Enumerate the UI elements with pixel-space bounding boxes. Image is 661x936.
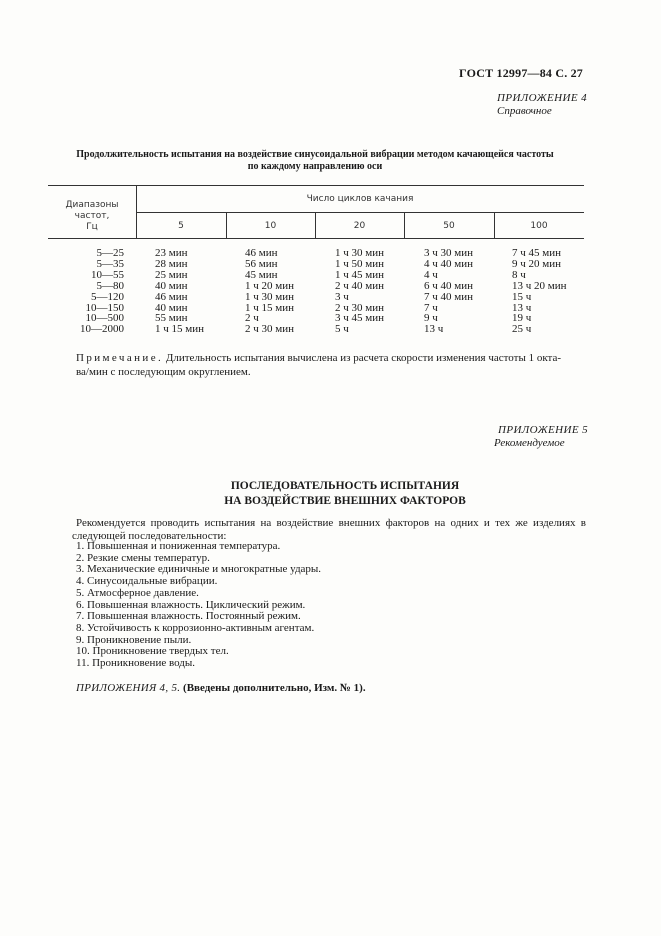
cycles-header: Число циклов качания: [306, 194, 414, 204]
cycles-subheader-rule: [136, 212, 584, 213]
table-cell: 25 ч: [512, 323, 532, 336]
cycle-count-header: 10: [264, 221, 277, 231]
appendix-5-title: ПРИЛОЖЕНИЕ 5: [498, 424, 589, 436]
table-cell: 13 ч: [424, 323, 444, 336]
duration-column-5: [155, 248, 204, 335]
table-cell: 7 ч: [424, 301, 438, 314]
table-cell: 40 мин: [155, 301, 188, 314]
section-title-line-2: НА ВОЗДЕЙСТВИЕ ВНЕШНИХ ФАКТОРОВ: [224, 495, 466, 507]
duration-column-100: [512, 248, 567, 335]
frequency-range-column: [52, 248, 124, 335]
range-header-line-2: Гц: [86, 222, 98, 232]
footer-amendment: (Введены дополнительно, Изм. № 1).: [183, 682, 366, 694]
cycle-count-header: 50: [443, 221, 455, 231]
list-item: 2. Резкие смены температур.: [76, 551, 210, 564]
table-cell: 45 мин: [245, 268, 278, 281]
intro-line-2: следующей последовательности:: [72, 530, 227, 542]
table-cell: 55 мин: [155, 312, 188, 325]
table-top-rule: [48, 185, 584, 186]
table-cell-range: 5—25: [96, 247, 124, 259]
list-item: 5. Атмосферное давление.: [76, 586, 199, 599]
table-cell-range: 5—80: [96, 279, 124, 292]
table-cell-range: 5—120: [91, 290, 124, 303]
table-cell: 13 ч 20 мин: [512, 279, 567, 292]
table-cell: 2 ч: [245, 312, 259, 325]
table-cell: 3 ч 30 мин: [424, 247, 474, 259]
table-cell: 9 ч 20 мин: [512, 257, 562, 270]
table-cell: 1 ч 30 мин: [245, 290, 295, 303]
table-cell: 3 ч: [335, 290, 349, 303]
list-item: 3. Механические единичные и многократные удары.: [76, 563, 322, 576]
footer-appendices: ПРИЛОЖЕНИЯ 4, 5.: [76, 682, 181, 694]
range-header: [48, 200, 136, 233]
appendix-4-title: ПРИЛОЖЕНИЕ 4: [497, 92, 588, 104]
table-cell: 4 ч: [424, 268, 438, 281]
list-item: 6. Повышенная влажность. Циклический режим.: [76, 598, 306, 611]
table-title-line-2: по каждому направлению оси: [247, 161, 383, 172]
note-label: Примечание.: [76, 352, 164, 364]
duration-column-20: [335, 248, 384, 335]
table-cell-range: 10—150: [85, 301, 124, 314]
table-cell: 1 ч 30 мин: [335, 247, 385, 259]
amendment-note: [76, 682, 366, 694]
table-cell: 25 мин: [155, 268, 188, 281]
test-sequence-list: [76, 541, 321, 670]
list-item: 7. Повышенная влажность. Постоянный режим.: [76, 610, 301, 623]
table-cell-range: 10—55: [91, 268, 124, 281]
table-cell: 8 ч: [512, 268, 526, 281]
table-cell: 15 ч: [512, 290, 532, 303]
table-cell: 1 ч 45 мин: [335, 268, 385, 281]
table-cell: 1 ч 20 мин: [245, 279, 295, 292]
table-cell: 6 ч 40 мин: [424, 279, 474, 292]
list-item: 9. Проникновение пыли.: [76, 633, 192, 646]
table-cell: 19 ч: [512, 312, 532, 325]
table-cell: 2 ч 30 мин: [335, 301, 385, 314]
page-header-standard: ГОСТ 12997—84 С. 27: [459, 66, 583, 80]
table-cell: 28 мин: [155, 257, 188, 270]
table-cell: 40 мин: [155, 279, 188, 292]
table-cell: 1 ч 15 мин: [155, 323, 205, 336]
list-item: 11. Проникновение воды.: [76, 657, 195, 670]
cycle-count-header: 20: [353, 221, 366, 231]
table-title-line-1: Продолжительность испытания на воздействие синусоидальной вибрации методом качающейся частоты: [76, 149, 554, 160]
intro-line-1: Рекомендуется проводить испытания на воздействие внешних факторов на одних и тех же изделиях в: [76, 517, 586, 529]
table-cell: 9 ч: [424, 312, 438, 325]
cycle-count-header: 5: [178, 221, 184, 231]
table-header-bottom-rule: [48, 238, 584, 239]
section-title: [60, 479, 630, 509]
table-cell: 7 ч 45 мин: [512, 247, 562, 259]
table-cell-range: 10—2000: [80, 323, 124, 336]
table-cell-range: 10—500: [85, 312, 124, 325]
duration-column-10: [245, 248, 294, 335]
duration-column-50: [424, 248, 473, 335]
range-header-line-1: Диапазоны частот,: [65, 200, 119, 221]
note-text-line-2: ва/мин с последующим округлением.: [76, 365, 251, 378]
table-cell: 2 ч 30 мин: [245, 323, 295, 336]
list-item: 1. Повышенная и пониженная температура.: [76, 540, 281, 552]
table-cell: 3 ч 45 мин: [335, 312, 385, 325]
table-cell: 7 ч 40 мин: [424, 290, 474, 303]
list-item: 10. Проникновение твердых тел.: [76, 645, 229, 658]
table-cell: 1 ч 50 мин: [335, 257, 385, 270]
table-cell: 1 ч 15 мин: [245, 301, 295, 314]
table-cell: 2 ч 40 мин: [335, 279, 385, 292]
appendix-4-status: Справочное: [497, 105, 552, 117]
cycle-count-header: 100: [530, 221, 548, 231]
table-cell-range: 5—35: [96, 257, 124, 270]
table-cell: 5 ч: [335, 323, 349, 336]
table-cell: 46 мин: [155, 290, 188, 303]
table-cell: 23 мин: [155, 247, 188, 259]
appendix-5-label: [494, 424, 589, 450]
list-item: 4. Синусоидальные вибрации.: [76, 575, 218, 588]
table-note: [76, 352, 586, 379]
section-title-line-1: ПОСЛЕДОВАТЕЛЬНОСТЬ ИСПЫТАНИЯ: [230, 480, 460, 492]
table-cell: 4 ч 40 мин: [424, 257, 474, 270]
table-cell: 13 ч: [512, 301, 532, 314]
appendix-4-label: [497, 92, 587, 118]
appendix-5-status: Рекомендуемое: [494, 437, 565, 449]
list-item: 8. Устойчивость к коррозионно-активным агентам.: [76, 621, 315, 634]
note-text-line-1: Длительность испытания вычислена из расчета скорости изменения частоты 1 окта-: [165, 352, 562, 364]
table-title: [30, 149, 600, 173]
table-cell: 56 мин: [245, 257, 278, 270]
table-cell: 46 мин: [245, 247, 278, 259]
